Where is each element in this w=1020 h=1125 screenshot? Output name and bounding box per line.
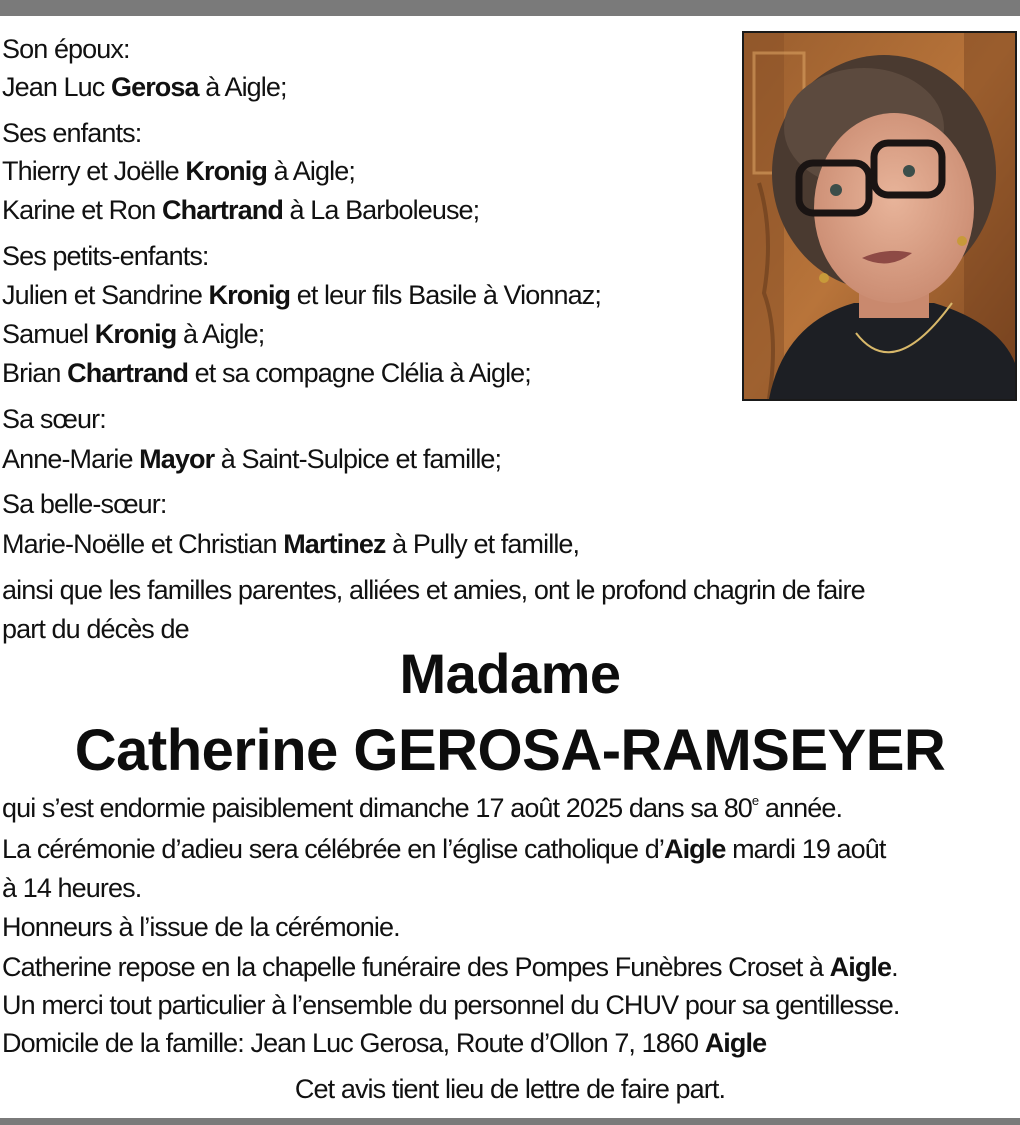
child-line: Thierry et Joëlle Kronig à Aigle; <box>2 156 355 186</box>
passing-line: qui s’est endormie paisiblement dimanche 17 août 2025 dans sa 80e année. <box>2 793 843 823</box>
grandchildren-heading: Ses petits-enfants: <box>2 241 209 271</box>
top-rule <box>0 0 1020 16</box>
sister-in-law-heading: Sa belle-sœur: <box>2 489 167 519</box>
child-line: Karine et Ron Chartrand à La Barboleuse; <box>2 195 480 225</box>
ceremony-line: La cérémonie d’adieu sera célébrée en l’église catholique d’Aigle mardi 19 août <box>2 834 886 864</box>
grandchild-line: Samuel Kronig à Aigle; <box>2 319 265 349</box>
deceased-title: Madame <box>399 642 621 705</box>
portrait-photo <box>742 31 1017 401</box>
announcement-line: part du décès de <box>2 614 189 644</box>
home-line: Domicile de la famille: Jean Luc Gerosa, Route d’Ollon 7, 1860 Aigle <box>2 1028 767 1058</box>
grandchild-line: Brian Chartrand et sa compagne Clélia à Aigle; <box>2 358 531 388</box>
spouse-line: Jean Luc Gerosa à Aigle; <box>2 72 287 102</box>
thanks-line: Un merci tout particulier à l’ensemble du personnel du CHUV pour sa gentillesse. <box>2 990 900 1020</box>
rests-line: Catherine repose en la chapelle funéraire des Pompes Funèbres Croset à Aigle. <box>2 952 898 982</box>
deceased-name: Catherine GEROSA-RAMSEYER <box>74 718 946 783</box>
honours-line: Honneurs à l’issue de la cérémonie. <box>2 912 400 942</box>
sister-in-law-line: Marie-Noëlle et Christian Martinez à Pully et famille, <box>2 529 580 559</box>
sister-line: Anne-Marie Mayor à Saint-Sulpice et famille; <box>2 444 502 474</box>
sister-heading: Sa sœur: <box>2 404 106 434</box>
ceremony-time: à 14 heures. <box>2 873 142 903</box>
bottom-rule <box>0 1118 1020 1125</box>
children-heading: Ses enfants: <box>2 118 142 148</box>
grandchild-line: Julien et Sandrine Kronig et leur fils Basile à Vionnaz; <box>2 280 601 310</box>
portrait-image <box>744 33 1015 399</box>
announcement-line: ainsi que les familles parentes, alliées et amies, ont le profond chagrin de faire <box>2 575 865 605</box>
spouse-heading: Son époux: <box>2 34 130 64</box>
closing-note: Cet avis tient lieu de lettre de faire part. <box>294 1074 726 1104</box>
